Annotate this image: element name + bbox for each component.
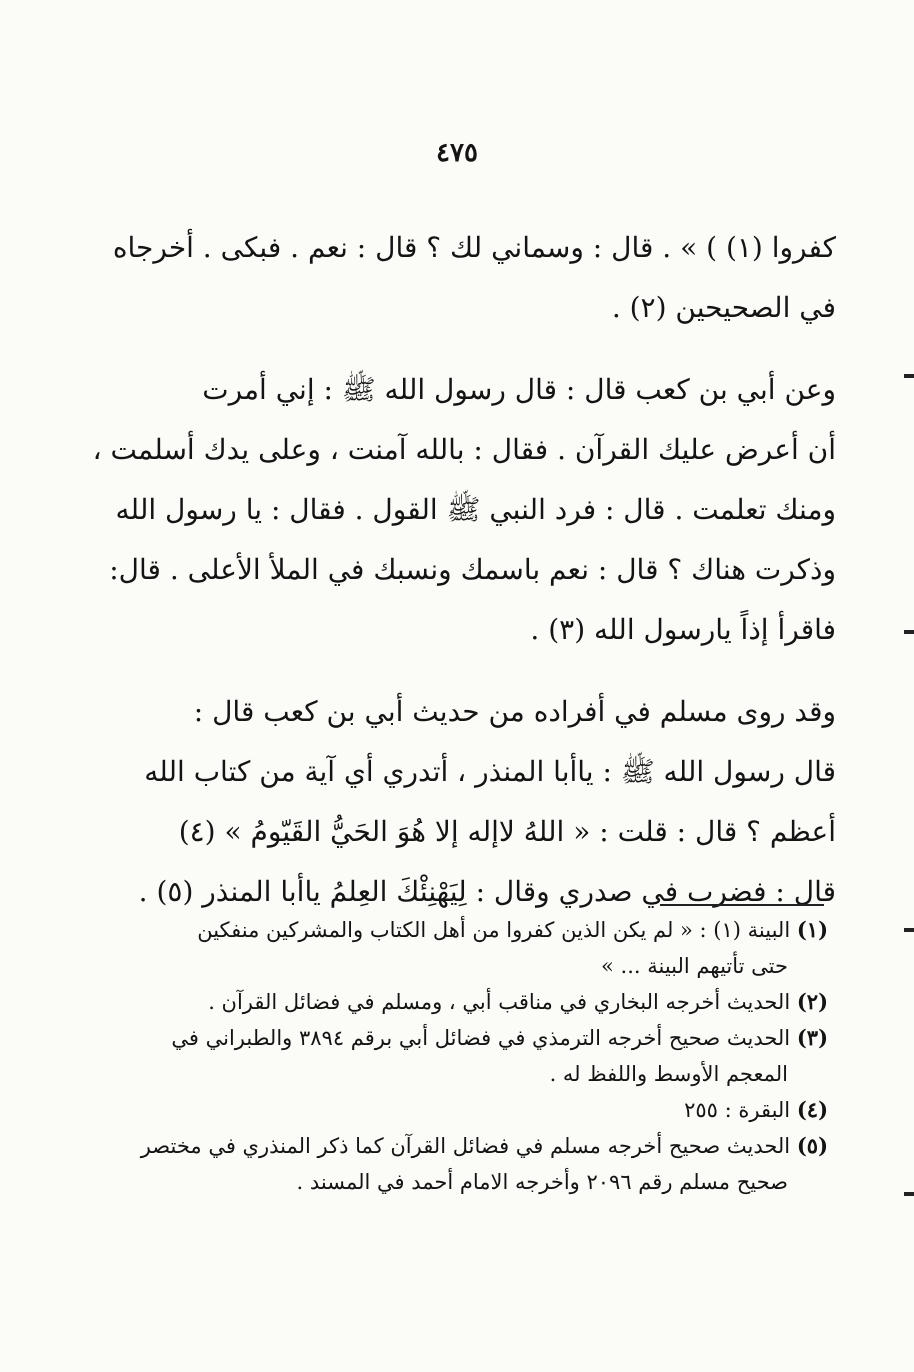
text-line: في الصحيحين (٢) . (611, 291, 836, 324)
footnote-divider (660, 904, 824, 906)
footnote-line: حتى تأتيهم البينة ... » (601, 954, 788, 978)
margin-mark (904, 630, 914, 634)
text-line: قال : فضرب في صدري وقال : لِيَهْنِئْكَ العِلمُ ياأبا المنذر (٥) . (138, 875, 836, 908)
text-line: أعظم ؟ قال : قلت : « اللهُ لاإله إلا هُوَ الحَيُّ القَيّومُ » (٤) (178, 815, 836, 848)
footnote-text: البقرة : ٢٥٥ (684, 1098, 791, 1122)
footnote-text: الحديث أخرجه البخاري في مناقب أبي ، ومسلم في فضائل القرآن . (208, 990, 791, 1014)
margin-mark (904, 374, 914, 378)
footnote-line: المعجم الأوسط واللفظ له . (549, 1062, 788, 1086)
footnote (120, 1128, 828, 1200)
footnote (120, 1020, 828, 1092)
footnote-number: (٥) (796, 1133, 828, 1158)
footnote-line: صحيح مسلم رقم ٢٠٩٦ وأخرجه الامام أحمد في المسند . (296, 1170, 788, 1194)
footnote-text: الحديث صحيح أخرجه الترمذي في فضائل أبي برقم ٣٨٩٤ والطبراني في (171, 1026, 791, 1050)
footnote (120, 984, 828, 1020)
footnote-number: (٣) (796, 1025, 828, 1050)
main-text (92, 218, 836, 922)
footnote-line (120, 1092, 828, 1128)
paragraph (92, 360, 836, 660)
paragraph (112, 218, 836, 338)
text-line: ومنك تعلمت . قال : فرد النبي ﷺ القول . فقال : يا رسول الله (115, 493, 836, 526)
footnote (120, 1092, 828, 1128)
footnote (120, 912, 828, 984)
footnote-line (120, 984, 828, 1020)
text-line: وقد روى مسلم في أفراده من حديث أبي بن كعب قال : (193, 695, 836, 728)
footnote-line (120, 1128, 828, 1164)
margin-mark (904, 928, 914, 932)
paragraph (128, 682, 836, 922)
margin-mark (904, 1192, 914, 1196)
footnote-text: الحديث صحيح أخرجه مسلم في فضائل القرآن كما ذكر المنذري في مختصر (140, 1134, 791, 1158)
text-line: أن أعرض عليك القرآن . فقال : بالله آمنت ، وعلى يدك أسلمت ، (92, 433, 836, 466)
text-line: كفروا (١) ) » . قال : وسماني لك ؟ قال : نعم . فبكى . أخرجاه (112, 231, 836, 264)
footnote-line (120, 1020, 828, 1056)
text-line: قال رسول الله ﷺ : ياأبا المنذر ، أتدري أي آية من كتاب الله (144, 755, 836, 788)
page-number: ٤٧٥ (436, 138, 478, 168)
footnotes (120, 912, 828, 1200)
text-line: وذكرت هناك ؟ قال : نعم باسمك ونسبك في الملأ الأعلى . قال: (109, 553, 836, 586)
text-line: وعن أبي بن كعب قال : قال رسول الله ﷺ : إني أمرت (202, 373, 836, 406)
footnote-line (120, 912, 828, 948)
footnote-number: (٤) (796, 1097, 828, 1122)
footnote-number: (١) (796, 917, 828, 942)
footnote-number: (٢) (796, 989, 828, 1014)
text-line: فاقرأ إذاً يارسول الله (٣) . (530, 613, 836, 646)
footnote-text: البينة (١) : « لم يكن الذين كفروا من أهل الكتاب والمشركين منفكين (197, 918, 791, 942)
